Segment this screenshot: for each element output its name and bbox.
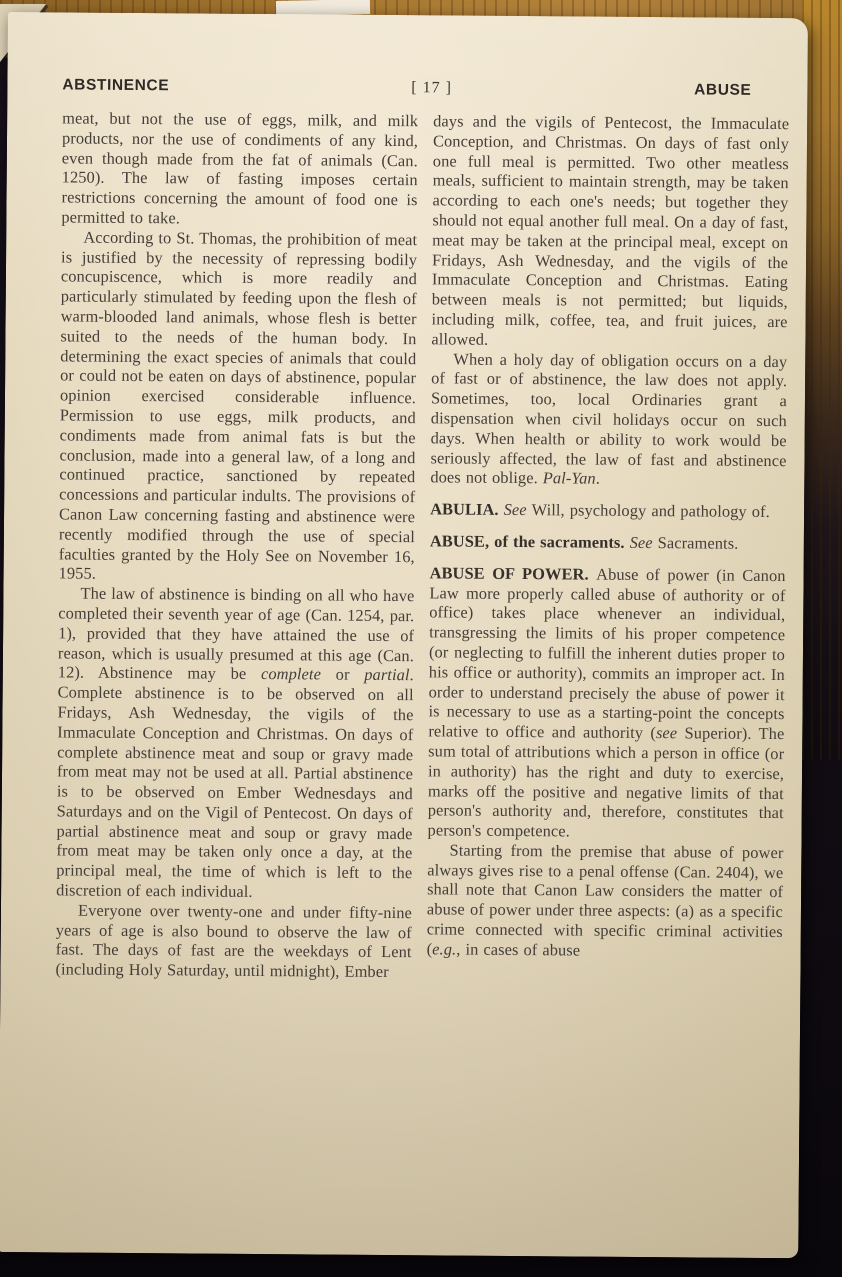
entry-abulia: ABULIA. See Will, psychology and pathology of. — [430, 499, 770, 522]
paragraph-st-thomas: According to St. Thomas, the prohibition of meat is justified by the necessity of repressing bodily concupiscence, which is more readily and particularly stimulated by feeding upon the flesh of warm-blooded land animals, whose flesh is better suited to the needs of the human body. In determining the exact species of animals that could or could not be eaten on days of abstinence, popular opinion exercised considerable influence. Permission to use eggs, milk products, and condiments made from animal fats is but the conclusion, made into a general law, of a long and continued practice, sanctioned by repeated concessions and particular indults. The provisions of Canon Law concerning fasting and abstinence were recently modified through the use of special faculties granted by the Holy See on November 16, 1955. — [58, 227, 418, 584]
page-number: [ 17 ] — [411, 79, 453, 97]
paragraph-fast-cont: days and the vigils of Pentecost, the Immaculate Conception, and Christmas. On days of fast only one full meal is permitted. Two other meatless meals, sufficient to maintain strength, may be taken according to each one's needs; but together they should not equal another full meal. On a day of fast, meat may be taken at the principal meal, except on Fridays, Ash Wednesday, and the vigils of the Immaculate Conception and Christmas. Eating between meals is not permitted; but liquids, including milk, coffee, tea, and fruit juices, are allowed. — [431, 111, 790, 349]
paragraph-holy-day: When a holy day of obligation occurs on a day of fast or of abstinence, the law does not apply. Sometimes, too, local Ordinaries grant a dispensation when civil holidays occur on such days. When health or ability to work would be seriously affected, the law of fast and abstinence does not oblige. Pal-Yan. — [430, 349, 788, 489]
left-column — [55, 108, 418, 982]
text-columns — [55, 108, 789, 985]
desk-wood-right — [802, 0, 842, 760]
entry-abuse-of-power: ABUSE OF POWER. Abuse of power (in Canon Law more properly called abuse of authority or of office) takes place whenever an individual, transgressing the limits of his proper competence (or neglecting to fulfill the inherent duties proper to his office or authority), commits an improper act. In order to understand precisely the abuse of power it is necessary to use as a starting-point the concepts relative to office and authority (see Superior). The sum total of attributions which a person in office (or in authority) has the right and duty to exercise, marks off the positive and negative limits of that person's authority and, therefore, constitutes that person's competence. — [427, 563, 786, 841]
paragraph-law-of-fast: Everyone over twenty-one and under fifty-nine years of age is also bound to observe the law of fast. The days of fast are the weekdays of Lent (including Holy Saturday, until midnight), Ember — [55, 900, 413, 982]
paragraph-abstinence-cont: meat, but not the use of eggs, milk, and milk products, nor the use of condiments of any kind, even though made from the fat of animals (Can. 1250). The law of fasting imposes certain restrictions concerning the amount of food one is permitted to take. — [61, 108, 419, 228]
entry-abuse-of-sacraments: ABUSE, of the sacraments. See Sacraments. — [429, 531, 739, 553]
book-page — [0, 12, 808, 1258]
paragraph-penal-offense: Starting from the premise that abuse of power always gives rise to a penal offense (Can. 2404), we shall note that Canon Law considers the matter of abuse of power under three aspects: (a) as a specific crime connected with specific criminal activities (e.g., in cases of abuse — [426, 840, 784, 960]
running-head-left: ABSTINENCE — [62, 76, 170, 95]
paragraph-law-of-abstinence: The law of abstinence is binding on all who have completed their seventh year of age (Can. 1254, par. 1), provided that they have attained the use of reason, which is usually presumed at this age (Can. 12). Abstinence may be complete or partial. Complete abstinence is to be observed on all Fridays, Ash Wednesday, the vigils of the Immaculate Conception and Christmas. On days of complete abstinence meat and soup or gravy made from meat may not be used at all. Partial abstinence is to be observed on Ember Wednesdays and Saturdays and on the Vigil of Pentecost. On days of partial abstinence meat and soup or gravy made from meat may be taken only once a day, at the principal meal, the time of which is left to the discretion of each individual. — [56, 583, 415, 902]
running-head — [62, 76, 789, 100]
right-column — [426, 111, 789, 985]
running-head-right: ABUSE — [694, 81, 752, 99]
